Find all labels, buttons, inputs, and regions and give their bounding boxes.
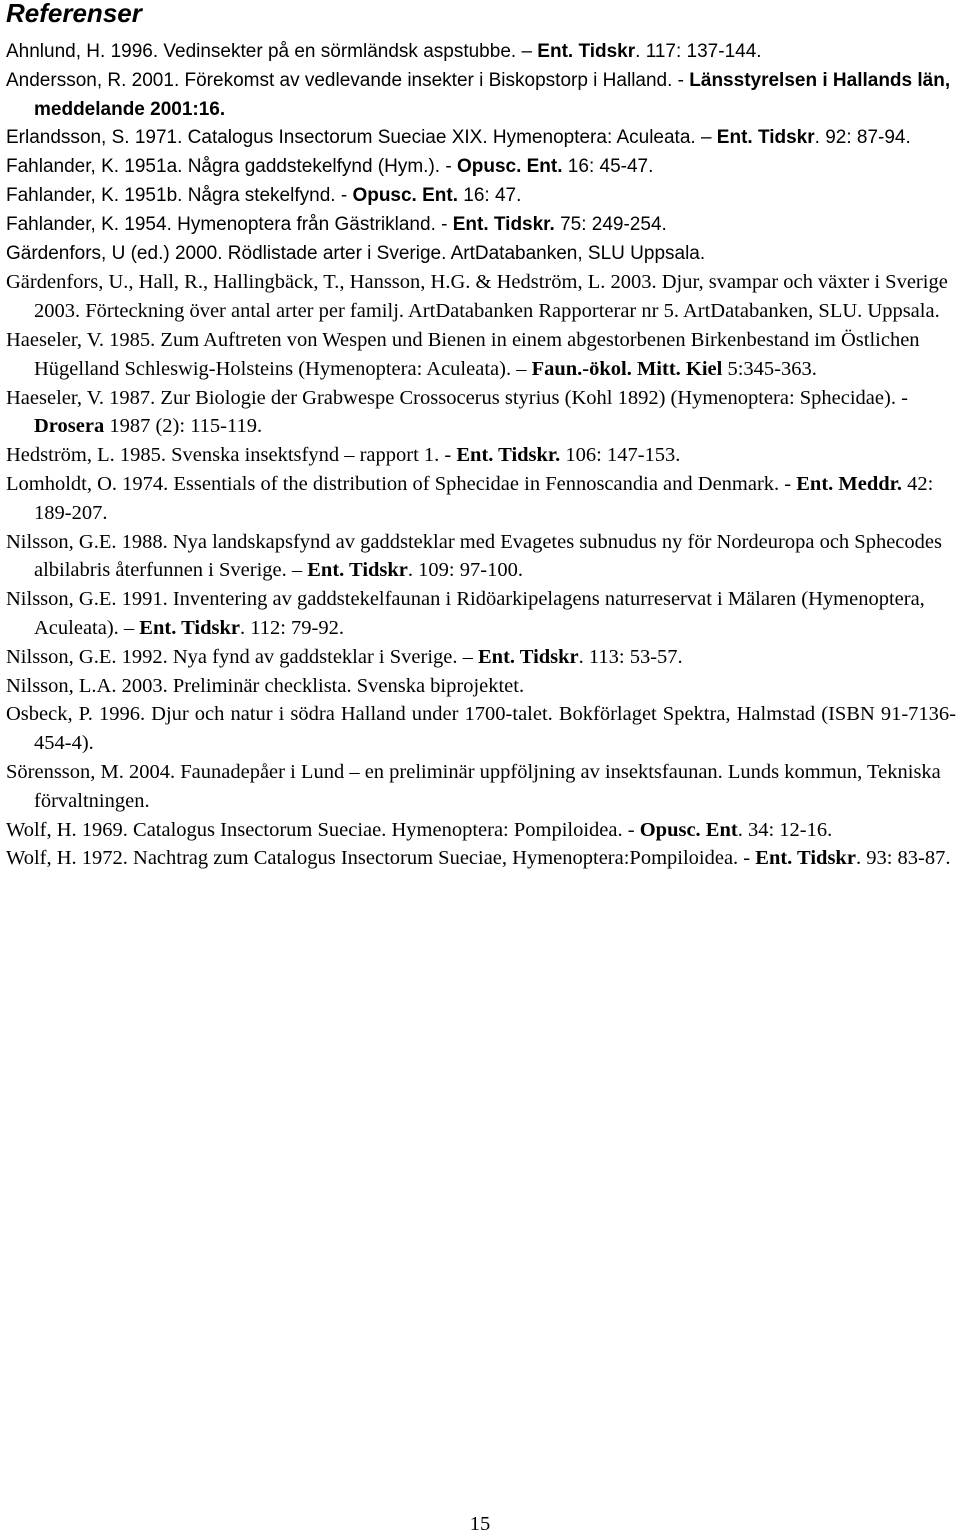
reference-text: Erlandsson, S. 1971. Catalogus Insectorum Sueciae XIX. Hymenoptera: Aculeata. – bbox=[6, 127, 717, 149]
reference-text: Andersson, R. 2001. Förekomst av vedlevande insekter i Biskopstorp i Halland. - bbox=[6, 69, 690, 91]
journal-name: Ent. Tidskr bbox=[537, 41, 636, 62]
reference-entry bbox=[6, 384, 956, 442]
reference-entry bbox=[6, 470, 956, 528]
journal-name: Ent. Tidskr. bbox=[456, 444, 561, 467]
reference-entry bbox=[6, 585, 956, 643]
reference-entry bbox=[6, 268, 956, 326]
reference-text: 75: 249-254. bbox=[554, 213, 667, 235]
reference-text: Gärdenfors, U (ed.) 2000. Rödlistade arter i Sverige. ArtDatabanken, SLU Uppsala. bbox=[6, 242, 706, 264]
reference-text: Lomholdt, O. 1974. Essentials of the distribution of Sphecidae in Fennoscandia and Denmark. - bbox=[6, 472, 797, 495]
reference-entry bbox=[6, 153, 956, 182]
reference-text: Gärdenfors, U., Hall, R., Hallingbäck, T., Hansson, H.G. & Hedström, L. 2003. Djur, svampar och växter i Sverige 2003. Förteckning över antal arter per familj. ArtDatabanken Rapporterar nr 5. ArtDatabanken, SLU. Uppsala. bbox=[6, 271, 948, 323]
reference-text: Nilsson, G.E. 1991. Inventering av gaddstekelfaunan i Ridöarkipelagens naturreservat i Mälaren (Hymenoptera, Aculeata). – bbox=[6, 588, 925, 639]
reference-text: 16: 47. bbox=[458, 184, 522, 206]
reference-text: Sörensson, M. 2004. Faunadepåer i Lund – en preliminär uppföljning av insektsfaunan. Lunds kommun, Tekniska förvaltningen. bbox=[6, 760, 941, 812]
page-number: 15 bbox=[469, 1513, 491, 1535]
journal-name: Ent. Tidskr bbox=[139, 616, 240, 639]
reference-entry bbox=[6, 67, 956, 125]
reference-text: Haeseler, V. 1985. Zum Auftreten von Wespen und Bienen in einem abgestorbenen Birkenbestand im Östlichen Hügelland Schleswig-Holsteins (Hymenoptera: Aculeata). – bbox=[6, 328, 920, 380]
journal-name: Ent. Meddr. bbox=[796, 472, 902, 495]
reference-entry bbox=[6, 528, 956, 586]
journal-name: Ent. Tidskr bbox=[755, 847, 856, 870]
reference-entry bbox=[6, 758, 956, 816]
reference-entry bbox=[6, 643, 956, 672]
journal-name: Faun.-ökol. Mitt. Kiel bbox=[531, 357, 723, 380]
journal-name: Ent. Tidskr. bbox=[452, 213, 555, 235]
reference-text: . 109: 97-100. bbox=[407, 559, 523, 582]
journal-name: Drosera bbox=[34, 415, 105, 438]
journal-name: Ent. Tidskr bbox=[716, 127, 815, 149]
section-heading: Referenser bbox=[6, 0, 142, 28]
reference-text: . 113: 53-57. bbox=[578, 645, 683, 668]
reference-text: 5:345-363. bbox=[722, 357, 817, 380]
reference-text: 106: 147-153. bbox=[560, 444, 681, 467]
reference-text: 1987 (2): 115-119. bbox=[104, 415, 263, 438]
journal-name: Ent. Tidskr bbox=[478, 645, 579, 668]
reference-text: Haeseler, V. 1987. Zur Biologie der Grabwespe Crossocerus styrius (Kohl 1892) (Hymenoptera: Sphecidae). - bbox=[6, 386, 908, 409]
reference-entry bbox=[6, 211, 956, 240]
journal-name: Opusc. Ent bbox=[639, 818, 738, 841]
reference-text: Nilsson, L.A. 2003. Preliminär checklista. Svenska biprojektet. bbox=[6, 674, 525, 697]
reference-text: Wolf, H. 1969. Catalogus Insectorum Sueciae. Hymenoptera: Pompiloidea. - bbox=[6, 818, 640, 841]
reference-text: Fahlander, K. 1951b. Några stekelfynd. - bbox=[6, 184, 353, 206]
reference-entry bbox=[6, 700, 956, 758]
journal-name: Ent. Tidskr bbox=[307, 559, 408, 582]
reference-text: Ahnlund, H. 1996. Vedinsekter på en sörmländsk aspstubbe. – bbox=[6, 41, 538, 62]
reference-text: Nilsson, G.E. 1988. Nya landskapsfynd av gaddsteklar med Evagetes subnudus ny för Nordeuropa och Sphecodes albilabris återfunnen i Sverige. – bbox=[6, 530, 942, 582]
reference-text: Hedström, L. 1985. Svenska insektsfynd – rapport 1. - bbox=[6, 444, 457, 467]
reference-entry bbox=[6, 182, 956, 211]
reference-text: Wolf, H. 1972. Nachtrag zum Catalogus Insectorum Sueciae, Hymenoptera:Pompiloidea. - bbox=[6, 847, 756, 870]
reference-text: . 112: 79-92. bbox=[239, 616, 344, 639]
reference-text: Nilsson, G.E. 1992. Nya fynd av gaddsteklar i Sverige. – bbox=[6, 645, 478, 668]
reference-text: . 34: 12-16. bbox=[737, 818, 833, 841]
reference-text: 16: 45-47. bbox=[562, 156, 654, 178]
reference-text: . 117: 137-144. bbox=[635, 41, 762, 62]
journal-name: Länsstyrelsen i Hallands län, meddelande 2001:16. bbox=[34, 69, 951, 120]
reference-entry bbox=[6, 326, 956, 384]
reference-entry bbox=[6, 844, 956, 873]
reference-list bbox=[6, 38, 956, 873]
reference-entry bbox=[6, 124, 956, 153]
reference-entry bbox=[6, 441, 956, 470]
reference-text: Fahlander, K. 1951a. Några gaddstekelfynd (Hym.). - bbox=[6, 156, 457, 178]
reference-entry bbox=[6, 672, 956, 701]
reference-text: 42: 189-207. bbox=[34, 472, 934, 524]
journal-name: Opusc. Ent. bbox=[352, 184, 459, 206]
reference-text: . 92: 87-94. bbox=[814, 127, 911, 149]
reference-entry bbox=[6, 38, 956, 67]
reference-entry bbox=[6, 240, 956, 269]
reference-entry bbox=[6, 816, 956, 845]
reference-text: . 93: 83-87. bbox=[855, 847, 951, 870]
reference-text: Fahlander, K. 1954. Hymenoptera från Gästrikland. - bbox=[6, 213, 453, 235]
reference-text: Osbeck, P. 1996. Djur och natur i södra Halland under 1700-talet. Bokförlaget Spektra, Halmstad (ISBN 91-7136-454-4). bbox=[6, 703, 956, 755]
journal-name: Opusc. Ent. bbox=[456, 156, 563, 178]
